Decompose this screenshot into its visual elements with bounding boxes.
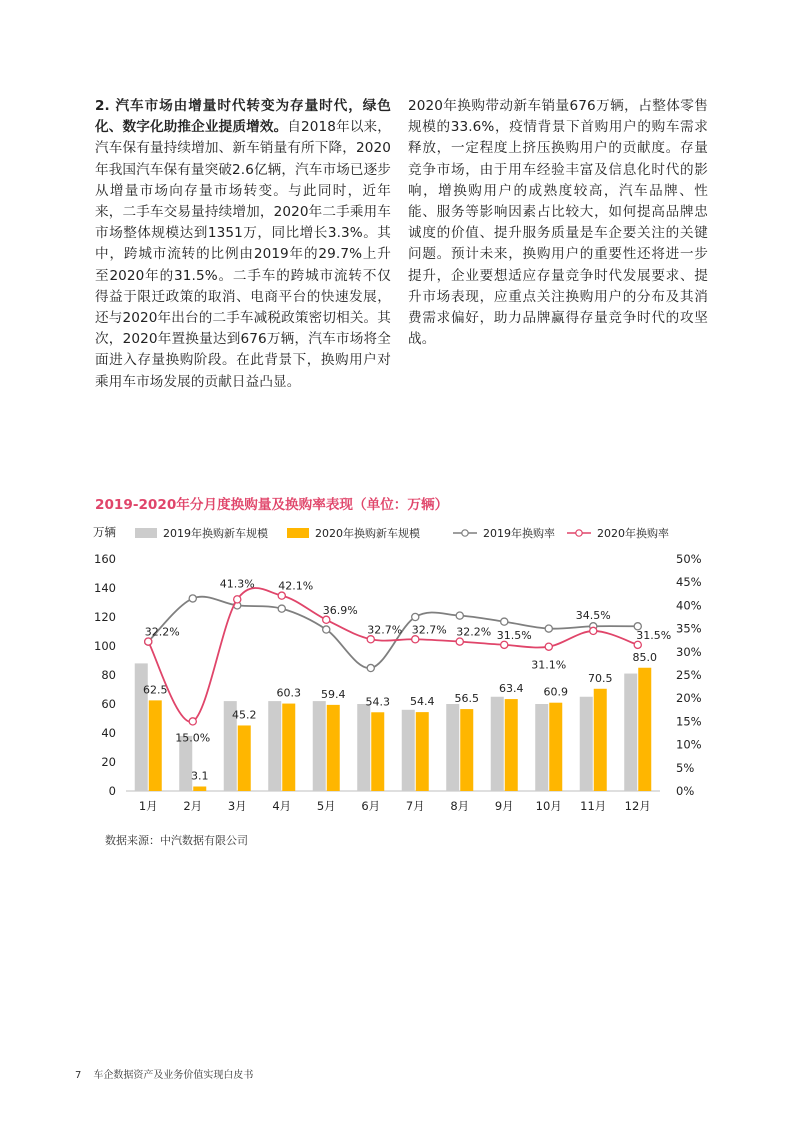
page-number: 7 bbox=[75, 1070, 82, 1081]
legend-swatch-1 bbox=[135, 528, 157, 538]
y2-tick-6: 30% bbox=[676, 644, 702, 659]
bar-1-6 bbox=[357, 704, 370, 791]
line-label-5: 36.9% bbox=[322, 603, 358, 617]
right-column-text bbox=[408, 96, 708, 350]
bar-1-11 bbox=[580, 697, 593, 791]
x-tick-5: 5月 bbox=[316, 799, 336, 813]
point-2-6 bbox=[367, 636, 374, 643]
x-tick-3: 3月 bbox=[227, 799, 247, 813]
bar-2-5 bbox=[327, 705, 340, 791]
x-tick-4: 4月 bbox=[272, 799, 292, 813]
bar-label-2: 3.1 bbox=[191, 769, 209, 783]
line-label-12: 31.5% bbox=[636, 628, 672, 642]
x-tick-11: 11月 bbox=[580, 799, 607, 813]
y2-tick-1: 5% bbox=[676, 760, 695, 775]
point-1-2 bbox=[189, 595, 196, 602]
y-tick-60: 60 bbox=[101, 697, 116, 711]
point-1-6 bbox=[367, 664, 374, 671]
x-tick-2: 2月 bbox=[183, 799, 203, 813]
y2-tick-7: 35% bbox=[676, 621, 702, 636]
y-tick-40: 40 bbox=[101, 726, 116, 740]
legend-swatch-2 bbox=[287, 528, 309, 538]
bar-label-9: 63.4 bbox=[499, 682, 524, 696]
y2-tick-9: 45% bbox=[676, 575, 702, 590]
bar-2-3 bbox=[238, 725, 251, 791]
right-paragraph: 2020年换购带动新车销量676万辆，占整体零售规模的33.6%，疫情背景下首购用户的购车需求释放，一定程度上挤压换购用户的贡献度。存量竞争市场，由于用车经验丰富及信息化时代的影响，增换购用户的成熟度较高，汽车品牌、性能、服务等影响因素占比较大，如何提高品牌忠诚度的价值、提升服务质量是车企要关注的关键问题。预计未来，换购用户的重要性还将进一步提升，企业要想适应存量竞争时代发展要求、提升市场表现，应重点关注换购用户的分布及其消费需求偏好，助力品牌赢得存量竞争时代的攻坚战。 bbox=[408, 98, 708, 348]
bar-label-8: 56.5 bbox=[454, 692, 479, 706]
line-label-11: 34.5% bbox=[575, 608, 611, 622]
line-label-2: 15.0% bbox=[175, 731, 211, 745]
y-axis-title: 万辆 bbox=[93, 525, 116, 539]
point-2-5 bbox=[323, 616, 330, 623]
bar-2-6 bbox=[371, 712, 384, 791]
bar-2-7 bbox=[416, 712, 429, 791]
combo-chart bbox=[0, 515, 794, 825]
bar-2-12 bbox=[638, 668, 651, 791]
point-1-5 bbox=[323, 626, 330, 633]
y-tick-20: 20 bbox=[101, 755, 116, 769]
bar-label-6: 54.3 bbox=[365, 695, 390, 709]
line-label-4: 42.1% bbox=[278, 579, 314, 593]
x-tick-10: 10月 bbox=[535, 799, 562, 813]
bar-1-4 bbox=[268, 701, 281, 791]
bar-1-7 bbox=[402, 710, 415, 791]
bar-label-3: 45.2 bbox=[232, 708, 257, 722]
y-tick-80: 80 bbox=[101, 668, 116, 682]
point-1-10 bbox=[545, 625, 552, 632]
x-tick-8: 8月 bbox=[450, 799, 470, 813]
y2-tick-10: 50% bbox=[676, 552, 702, 566]
page-footer bbox=[75, 1066, 253, 1081]
line-label-9: 31.5% bbox=[496, 628, 532, 642]
x-tick-1: 1月 bbox=[138, 799, 158, 813]
line-label-1: 32.2% bbox=[144, 625, 180, 639]
point-2-7 bbox=[412, 636, 419, 643]
legend-marker-4 bbox=[576, 530, 582, 536]
bar-2-9 bbox=[505, 699, 518, 791]
y2-tick-8: 40% bbox=[676, 598, 702, 613]
section-heading: 2. 汽车市场由增量时代转变为存量时代，绿色化、数字化助推企业提质增效。 bbox=[95, 98, 391, 136]
chart-title: 2019-2020年分月度换购量及换购率表现（单位：万辆） bbox=[95, 497, 449, 513]
y-tick-120: 120 bbox=[94, 610, 116, 624]
point-2-12 bbox=[634, 641, 641, 648]
footer-title: 车企数据资产及业务价值实现白皮书 bbox=[93, 1070, 254, 1081]
line-label-10: 31.1% bbox=[531, 658, 567, 672]
line-2 bbox=[148, 588, 638, 722]
x-tick-9: 9月 bbox=[494, 799, 514, 813]
bar-1-5 bbox=[313, 701, 326, 791]
legend-label-1: 2019年换购新车规模 bbox=[163, 527, 268, 540]
point-1-7 bbox=[412, 613, 419, 620]
bar-1-9 bbox=[491, 697, 504, 791]
y2-tick-5: 25% bbox=[676, 668, 702, 682]
bar-2-10 bbox=[549, 703, 562, 791]
point-2-2 bbox=[189, 718, 196, 725]
point-1-9 bbox=[501, 618, 508, 625]
y2-tick-2: 10% bbox=[676, 737, 702, 752]
point-2-11 bbox=[590, 627, 597, 634]
y-tick-100: 100 bbox=[94, 639, 116, 653]
y-tick-0: 0 bbox=[108, 784, 116, 798]
bar-1-10 bbox=[535, 704, 548, 791]
bar-2-8 bbox=[460, 709, 473, 791]
y-tick-160: 160 bbox=[94, 552, 116, 566]
point-2-9 bbox=[501, 641, 508, 648]
bar-label-4: 60.3 bbox=[276, 686, 301, 700]
bar-2-1 bbox=[149, 700, 162, 791]
bar-2-2 bbox=[193, 787, 206, 791]
y2-tick-0: 0% bbox=[676, 784, 695, 798]
left-paragraph: 自2018年以来，汽车保有量持续增加、新车销量有所下降，2020年我国汽车保有量突破2.6亿辆，汽车市场已逐步从增量市场向存量市场转变。与此同时，近年来，二手车交易量持续增加，2020年二手乘用车市场整体规模达到1351万，同比增长3.3%。其中，跨城市流转的比例由2019年的29.7%上升至2020年的31.5%。二手车的跨城市流转不仅得益于限迁政策的取消、电商平台的快速发展，还与2020年出台的二手车减税政策密切相关。其次，2020年置换量达到676万辆，汽车市场将全面进入存量换购阶段。在此背景下，换购用户对乘用车市场发展的贡献日益凸显。 bbox=[95, 119, 391, 390]
x-tick-12: 12月 bbox=[624, 799, 651, 813]
line-label-8: 32.2% bbox=[456, 625, 492, 639]
data-source: 数据来源：中汽数据有限公司 bbox=[105, 834, 248, 847]
point-1-4 bbox=[278, 605, 285, 612]
y-tick-140: 140 bbox=[94, 581, 116, 595]
point-2-1 bbox=[145, 638, 152, 645]
line-label-6: 32.7% bbox=[367, 623, 403, 637]
bar-label-10: 60.9 bbox=[543, 685, 568, 699]
bar-label-11: 70.5 bbox=[588, 671, 613, 685]
legend-label-2: 2020年换购新车规模 bbox=[315, 527, 420, 540]
legend-label-4: 2020年换购率 bbox=[597, 527, 669, 540]
bar-label-7: 54.4 bbox=[410, 695, 435, 709]
x-tick-6: 6月 bbox=[361, 799, 381, 813]
bar-label-1: 62.5 bbox=[143, 683, 168, 697]
point-1-8 bbox=[456, 612, 463, 619]
bar-1-8 bbox=[446, 704, 459, 791]
y2-tick-3: 15% bbox=[676, 714, 702, 729]
legend-marker-3 bbox=[462, 530, 468, 536]
bar-1-12 bbox=[624, 674, 637, 791]
point-2-4 bbox=[278, 592, 285, 599]
point-2-8 bbox=[456, 638, 463, 645]
y2-tick-4: 20% bbox=[676, 691, 702, 706]
point-2-10 bbox=[545, 643, 552, 650]
point-2-3 bbox=[234, 596, 241, 603]
left-column-text bbox=[95, 96, 391, 393]
bar-2-4 bbox=[282, 704, 295, 791]
bar-2-11 bbox=[594, 689, 607, 791]
legend-label-3: 2019年换购率 bbox=[483, 527, 555, 540]
line-label-7: 32.7% bbox=[411, 623, 447, 637]
x-tick-7: 7月 bbox=[405, 799, 425, 813]
line-label-3: 41.3% bbox=[219, 577, 255, 591]
bar-label-5: 59.4 bbox=[321, 687, 346, 701]
bar-label-12: 85.0 bbox=[632, 650, 657, 664]
